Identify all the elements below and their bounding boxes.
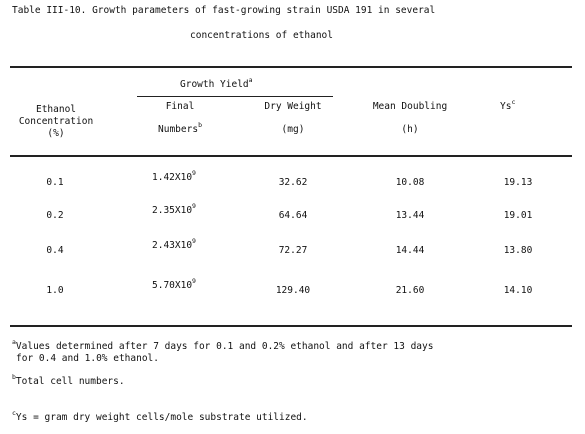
cell-doubling: 13.44 bbox=[395, 210, 425, 221]
table-caption-line1: Table III-10. Growth parameters of fast-growing strain USDA 191 in several bbox=[12, 5, 436, 16]
cell-final-numbers: $2.35X10^9$ bbox=[152, 202, 196, 216]
cell-ys: 14.10 bbox=[503, 285, 533, 296]
ethanol-header-line3: (%) bbox=[47, 128, 65, 139]
table-caption-line2: concentrations of ethanol bbox=[190, 30, 333, 41]
cell-doubling: 14.44 bbox=[395, 245, 425, 256]
footnote-a-continued: for 0.4 and 1.0% ethanol. bbox=[16, 353, 159, 364]
cell-concentration: 0.2 bbox=[46, 210, 64, 221]
cell-final-numbers: $5.70X10^9$ bbox=[152, 277, 196, 291]
cell-dry-weight: 72.27 bbox=[278, 245, 308, 256]
ethanol-header-line2: Concentration bbox=[18, 116, 94, 127]
cell-doubling: 21.60 bbox=[395, 285, 425, 296]
cell-concentration: 1.0 bbox=[46, 285, 64, 296]
growth-yield-underline bbox=[137, 96, 333, 97]
header-rule bbox=[10, 155, 572, 157]
cell-concentration: 0.1 bbox=[46, 177, 64, 188]
cell-dry-weight: 32.62 bbox=[278, 177, 308, 188]
footnote-b: $^b$Total cell numbers. bbox=[12, 373, 125, 387]
final-header-line2: Numbers$^b$ bbox=[158, 121, 202, 135]
dry-weight-header-line1: Dry Weight bbox=[264, 101, 322, 112]
cell-doubling: 10.08 bbox=[395, 177, 425, 188]
cell-concentration: 0.4 bbox=[46, 245, 64, 256]
cell-final-numbers: $1.42X10^9$ bbox=[152, 169, 196, 183]
cell-dry-weight: 64.64 bbox=[278, 210, 308, 221]
top-rule bbox=[10, 66, 572, 68]
doubling-header-line2: (h) bbox=[401, 124, 419, 135]
bottom-rule bbox=[10, 325, 572, 327]
final-header-line1: Final bbox=[165, 101, 195, 112]
ethanol-header-line1: Ethanol bbox=[35, 104, 77, 115]
footnote-c: $^c$Ys = gram dry weight cells/mole substrate utilized. bbox=[12, 409, 308, 423]
growth-yield-header: Growth Yield$^a$ bbox=[180, 76, 253, 90]
cell-ys: 19.13 bbox=[503, 177, 533, 188]
cell-ys: 13.80 bbox=[503, 245, 533, 256]
dry-weight-header-line2: (mg) bbox=[281, 124, 305, 135]
doubling-header-line1: Mean Doubling bbox=[372, 101, 448, 112]
cell-final-numbers: $2.43X10^9$ bbox=[152, 237, 196, 251]
footnote-a: $^a$Values determined after 7 days for 0.1 and 0.2% ethanol and after 13 days bbox=[12, 338, 434, 352]
cell-dry-weight: 129.40 bbox=[275, 285, 311, 296]
ys-header: Ys$^c$ bbox=[500, 98, 516, 112]
cell-ys: 19.01 bbox=[503, 210, 533, 221]
